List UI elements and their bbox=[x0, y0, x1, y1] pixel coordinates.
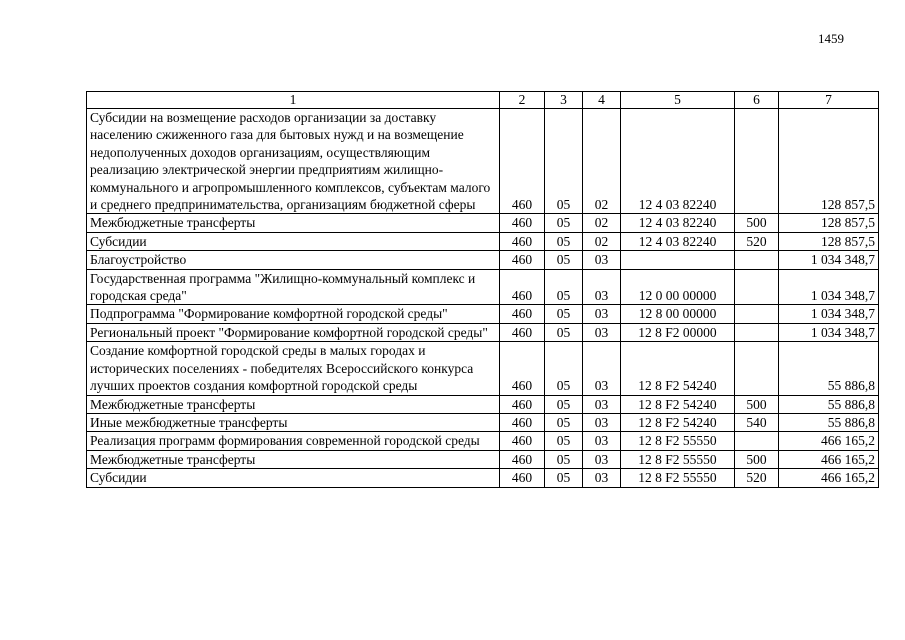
row-name: Благоустройство bbox=[87, 251, 500, 269]
table-row bbox=[87, 413, 879, 431]
table-row bbox=[87, 269, 879, 305]
table-row bbox=[87, 305, 879, 323]
row-code: 460 bbox=[500, 413, 545, 431]
table-row bbox=[87, 251, 879, 269]
header-row bbox=[87, 92, 879, 109]
row-amount: 466 165,2 bbox=[779, 432, 879, 450]
row-target-article: 12 0 00 00000 bbox=[621, 269, 735, 305]
row-section: 05 bbox=[545, 269, 583, 305]
table-row bbox=[87, 109, 879, 214]
row-expense-type: 500 bbox=[735, 395, 779, 413]
row-subsection: 03 bbox=[583, 251, 621, 269]
row-amount: 55 886,8 bbox=[779, 413, 879, 431]
row-name: Субсидии на возмещение расходов организации за доставку населению сжиженного газа для бытовых нужд и на возмещение недополученных доходов организациям, осуществляющим реализацию электрической энергии предприятиям жилищно-коммунального и агропромышленного комплексов, субъектам малого и среднего предпринимательства, организациям бюджетной сферы bbox=[87, 109, 500, 214]
row-name: Межбюджетные трансферты bbox=[87, 450, 500, 468]
row-expense-type: 500 bbox=[735, 450, 779, 468]
row-code: 460 bbox=[500, 214, 545, 232]
row-code: 460 bbox=[500, 450, 545, 468]
row-section: 05 bbox=[545, 214, 583, 232]
row-subsection: 02 bbox=[583, 214, 621, 232]
row-target-article: 12 8 F2 55550 bbox=[621, 469, 735, 487]
table-row bbox=[87, 342, 879, 395]
row-section: 05 bbox=[545, 251, 583, 269]
row-amount: 1 034 348,7 bbox=[779, 305, 879, 323]
row-expense-type bbox=[735, 251, 779, 269]
row-target-article: 12 4 03 82240 bbox=[621, 232, 735, 250]
column-header: 5 bbox=[621, 92, 735, 109]
row-name: Межбюджетные трансферты bbox=[87, 214, 500, 232]
row-subsection: 03 bbox=[583, 269, 621, 305]
table-row bbox=[87, 469, 879, 487]
table-row bbox=[87, 395, 879, 413]
row-target-article: 12 8 F2 55550 bbox=[621, 450, 735, 468]
row-code: 460 bbox=[500, 232, 545, 250]
row-subsection: 03 bbox=[583, 432, 621, 450]
row-amount: 1 034 348,7 bbox=[779, 323, 879, 341]
row-target-article: 12 8 F2 54240 bbox=[621, 395, 735, 413]
row-target-article bbox=[621, 251, 735, 269]
row-target-article: 12 8 00 00000 bbox=[621, 305, 735, 323]
row-expense-type: 520 bbox=[735, 232, 779, 250]
row-target-article: 12 8 F2 54240 bbox=[621, 342, 735, 395]
row-amount: 128 857,5 bbox=[779, 214, 879, 232]
column-header: 4 bbox=[583, 92, 621, 109]
row-amount: 1 034 348,7 bbox=[779, 251, 879, 269]
row-amount: 128 857,5 bbox=[779, 109, 879, 214]
row-expense-type bbox=[735, 269, 779, 305]
row-code: 460 bbox=[500, 395, 545, 413]
row-amount: 1 034 348,7 bbox=[779, 269, 879, 305]
row-section: 05 bbox=[545, 432, 583, 450]
column-header: 1 bbox=[87, 92, 500, 109]
row-subsection: 03 bbox=[583, 395, 621, 413]
row-code: 460 bbox=[500, 251, 545, 269]
row-section: 05 bbox=[545, 413, 583, 431]
row-subsection: 03 bbox=[583, 305, 621, 323]
row-name: Субсидии bbox=[87, 232, 500, 250]
row-name: Государственная программа "Жилищно-коммунальный комплекс и городская среда" bbox=[87, 269, 500, 305]
row-expense-type bbox=[735, 305, 779, 323]
row-code: 460 bbox=[500, 323, 545, 341]
row-section: 05 bbox=[545, 323, 583, 341]
table-row bbox=[87, 214, 879, 232]
row-section: 05 bbox=[545, 342, 583, 395]
row-subsection: 03 bbox=[583, 469, 621, 487]
budget-table bbox=[86, 91, 879, 488]
row-expense-type bbox=[735, 109, 779, 214]
table-row bbox=[87, 323, 879, 341]
row-expense-type bbox=[735, 323, 779, 341]
column-header: 7 bbox=[779, 92, 879, 109]
column-header: 3 bbox=[545, 92, 583, 109]
row-target-article: 12 8 F2 00000 bbox=[621, 323, 735, 341]
column-header: 6 bbox=[735, 92, 779, 109]
row-code: 460 bbox=[500, 342, 545, 395]
column-header: 2 bbox=[500, 92, 545, 109]
row-expense-type: 520 bbox=[735, 469, 779, 487]
row-section: 05 bbox=[545, 395, 583, 413]
row-expense-type bbox=[735, 432, 779, 450]
row-name: Подпрограмма "Формирование комфортной городской среды" bbox=[87, 305, 500, 323]
page-number: 1459 bbox=[818, 31, 844, 46]
row-name: Региональный проект "Формирование комфортной городской среды" bbox=[87, 323, 500, 341]
row-amount: 466 165,2 bbox=[779, 469, 879, 487]
row-code: 460 bbox=[500, 432, 545, 450]
row-section: 05 bbox=[545, 232, 583, 250]
row-amount: 55 886,8 bbox=[779, 395, 879, 413]
row-section: 05 bbox=[545, 109, 583, 214]
row-target-article: 12 8 F2 55550 bbox=[621, 432, 735, 450]
row-subsection: 03 bbox=[583, 450, 621, 468]
table-row bbox=[87, 232, 879, 250]
row-section: 05 bbox=[545, 450, 583, 468]
row-section: 05 bbox=[545, 305, 583, 323]
row-subsection: 02 bbox=[583, 232, 621, 250]
row-amount: 466 165,2 bbox=[779, 450, 879, 468]
row-target-article: 12 4 03 82240 bbox=[621, 214, 735, 232]
row-name: Субсидии bbox=[87, 469, 500, 487]
row-name: Иные межбюджетные трансферты bbox=[87, 413, 500, 431]
row-expense-type bbox=[735, 342, 779, 395]
row-code: 460 bbox=[500, 469, 545, 487]
row-expense-type: 500 bbox=[735, 214, 779, 232]
table-row bbox=[87, 450, 879, 468]
row-target-article: 12 8 F2 54240 bbox=[621, 413, 735, 431]
row-code: 460 bbox=[500, 269, 545, 305]
row-amount: 128 857,5 bbox=[779, 232, 879, 250]
row-expense-type: 540 bbox=[735, 413, 779, 431]
row-subsection: 03 bbox=[583, 323, 621, 341]
row-subsection: 02 bbox=[583, 109, 621, 214]
row-name: Реализация программ формирования современной городской среды bbox=[87, 432, 500, 450]
row-code: 460 bbox=[500, 109, 545, 214]
row-name: Межбюджетные трансферты bbox=[87, 395, 500, 413]
row-target-article: 12 4 03 82240 bbox=[621, 109, 735, 214]
row-name: Создание комфортной городской среды в малых городах и исторических поселениях - победителях Всероссийского конкурса лучших проектов создания комфортной городской среды bbox=[87, 342, 500, 395]
row-code: 460 bbox=[500, 305, 545, 323]
table-row bbox=[87, 432, 879, 450]
row-subsection: 03 bbox=[583, 413, 621, 431]
row-amount: 55 886,8 bbox=[779, 342, 879, 395]
row-subsection: 03 bbox=[583, 342, 621, 395]
row-section: 05 bbox=[545, 469, 583, 487]
